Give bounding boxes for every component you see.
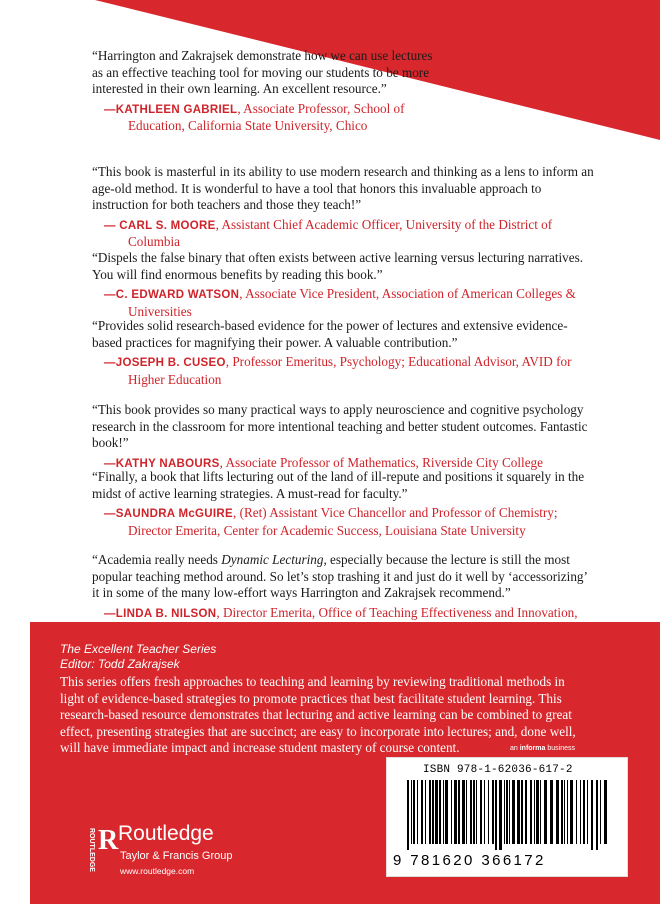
endorsement-attribution — [104, 286, 597, 320]
endorsement-attribution — [104, 505, 597, 539]
endorsement-attribution — [104, 101, 437, 135]
barcode-digits: 9 781620 366172 — [393, 852, 546, 869]
barcode-bar — [570, 780, 573, 844]
barcode-bar — [495, 780, 497, 850]
endorsement-2 — [92, 164, 597, 251]
barcode-bar — [411, 780, 412, 844]
series-title: The Excellent Teacher Series — [60, 642, 217, 656]
barcode-bar — [413, 780, 415, 844]
routledge-logo-icon — [86, 822, 119, 872]
barcode-bar — [421, 780, 423, 844]
endorsement-attribution — [104, 354, 597, 388]
endorsement-quote: “This book is masterful in its ability to use modern research and thinking as a lens to inform an age-old method. It is wonderful to have a tool that honors this invaluable approach to instruction for both teachers and those they teach!” — [92, 164, 594, 212]
barcode-bar — [596, 780, 598, 850]
barcode-bar — [544, 780, 547, 844]
barcode-bar — [488, 780, 489, 844]
informa-prefix: an — [510, 745, 520, 752]
barcode-box — [386, 757, 628, 877]
barcode-bar — [600, 780, 601, 844]
barcode-bar — [429, 780, 431, 844]
barcode-bar — [462, 780, 465, 844]
barcode-bar — [445, 780, 448, 844]
barcode-bar — [504, 780, 505, 844]
barcode-bar — [556, 780, 559, 844]
endorser-title: , Professor Emeritus, Psychology; Educational Advisor, AVID for Higher Education — [128, 354, 572, 387]
svg-text:R: R — [98, 825, 119, 856]
quote-text: , especially because the lecture is still the most popular teaching method around. So let’s stop trashing it and just do it well by ‘accessorizing’ it in some of the many low-effort ways Harrington and Zakrajsek recommend.” — [92, 552, 587, 600]
barcode-bar — [454, 780, 457, 844]
barcode-bar — [499, 780, 502, 850]
barcode-bars — [405, 780, 609, 850]
endorser-title: , Associate Vice President, Association of American Colleges & Universities — [128, 286, 576, 319]
barcode-bar — [439, 780, 441, 844]
quote-text: “Academia really needs — [92, 552, 222, 567]
endorser-name: —KATHY NABOURS — [104, 457, 220, 470]
book-title-italic: Dynamic Lecturing — [221, 552, 324, 567]
endorser-title: , (Ret) Assistant Vice Chancellor and Professor of Chemistry; Director Emerita, Center for Academic Success, Louisiana State University — [128, 505, 558, 538]
barcode-bar — [506, 780, 508, 844]
barcode-bar — [425, 780, 426, 844]
barcode-bar — [484, 780, 485, 844]
barcode-bar — [492, 780, 494, 844]
isbn-label: ISBN 978-1-62036-617-2 — [423, 764, 573, 776]
barcode-bar — [517, 780, 520, 844]
endorsement-quote: “Harrington and Zakrajsek demonstrate how we can use lectures as an effective teaching tool for moving our students to be more interested in their own learning. An excellent resource.” — [92, 48, 433, 96]
informa-suffix: business — [545, 745, 575, 752]
publisher-name: Routledge — [118, 822, 214, 845]
barcode-bar — [512, 780, 515, 844]
endorsement-3 — [92, 250, 597, 320]
barcode-bar — [476, 780, 477, 844]
barcode-bar — [470, 780, 472, 844]
endorser-title: , Director Emerita, Office of Teaching Effectiveness and Innovation, — [216, 604, 578, 620]
informa-tagline — [510, 745, 575, 752]
endorsement-quote: “Dispels the false binary that often exists between active learning versus lecturing narratives. You will find enormous benefits by reading this book.” — [92, 250, 584, 282]
barcode-bar — [587, 780, 588, 844]
barcode-bar — [591, 780, 593, 850]
barcode-bar — [480, 780, 482, 844]
endorser-name: —JOSEPH B. CUSEO — [104, 357, 226, 369]
informa-brand: informa — [519, 745, 546, 752]
barcode-bar — [435, 780, 438, 844]
barcode-bar — [536, 780, 539, 844]
endorsement-quote — [92, 552, 597, 602]
barcode-bar — [567, 780, 568, 844]
endorser-title: , Assistant Chief Academic Officer, University of the District of Columbia — [128, 216, 553, 249]
endorser-name: —SAUNDRA McGUIRE — [104, 508, 233, 520]
barcode-bar — [407, 780, 409, 850]
barcode-bar — [509, 780, 510, 844]
barcode-bar — [417, 780, 418, 844]
logo-vertical-text: ROUTLEDGE — [88, 828, 95, 872]
endorsement-quote: “This book provides so many practical ways to apply neuroscience and cognitive psychology research in the classroom for more intentional teaching and better student outcomes. Fantastic book!” — [92, 402, 588, 450]
barcode-bar — [473, 780, 475, 844]
series-info — [60, 642, 580, 757]
barcode-bar — [534, 780, 535, 844]
endorsement-quote: “Provides solid research-based evidence for the power of lectures and extensive evidence-based practices for magnifying their power. A valuable contribution.” — [92, 318, 568, 350]
endorser-title: , Associate Professor of Mathematics, Riverside City College — [219, 454, 543, 470]
endorsement-5 — [92, 402, 597, 472]
barcode-bar — [521, 780, 523, 844]
barcode-bar — [458, 780, 460, 844]
barcode-bar — [580, 780, 581, 844]
barcode-bar — [530, 780, 532, 844]
endorsement-6 — [92, 469, 597, 539]
endorser-name: —C. EDWARD WATSON — [104, 289, 240, 301]
barcode-bar — [550, 780, 553, 844]
barcode-bar — [443, 780, 444, 844]
barcode-bar — [564, 780, 565, 844]
endorsement-quote: “Finally, a book that lifts lecturing out of the land of ill-repute and positions it squarely in the midst of active learning strategies. A must-read for faculty.” — [92, 469, 585, 501]
barcode-bar — [540, 780, 541, 844]
publisher-url: www.routledge.com — [120, 866, 195, 876]
barcode-bar — [604, 780, 607, 844]
endorsement-attribution — [104, 217, 597, 251]
series-description: This series offers fresh approaches to teaching and learning by reviewing traditional methods in light of evidence-based strategies to promote practices that best facilitate student learning. This research-based resource demonstrates that lecturing and active learning can be combined to great effect, presenting strategies that are succinct; are easy to incorporate into lectures; and, done well, will have immediate impact and increase student mastery of course content. — [60, 674, 576, 755]
barcode-bar — [583, 780, 585, 844]
barcode-bar — [576, 780, 577, 844]
barcode-bar — [525, 780, 527, 844]
barcode-bar — [451, 780, 452, 844]
endorser-name: — CARL S. MOORE — [104, 219, 216, 232]
endorser-name: —LINDA B. NILSON — [104, 607, 217, 620]
publisher-group: Taylor & Francis Group — [120, 850, 233, 862]
barcode-bar — [466, 780, 467, 844]
barcode-bar — [432, 780, 434, 844]
barcode-bar — [561, 780, 563, 844]
endorsement-1 — [92, 48, 437, 135]
series-editor: Editor: Todd Zakrajsek — [60, 657, 180, 671]
endorsement-4 — [92, 318, 597, 388]
endorser-name: —KATHLEEN GABRIEL — [104, 103, 238, 116]
endorser-title: , Associate Professor, School of Education, California State University, Chico — [128, 100, 405, 133]
